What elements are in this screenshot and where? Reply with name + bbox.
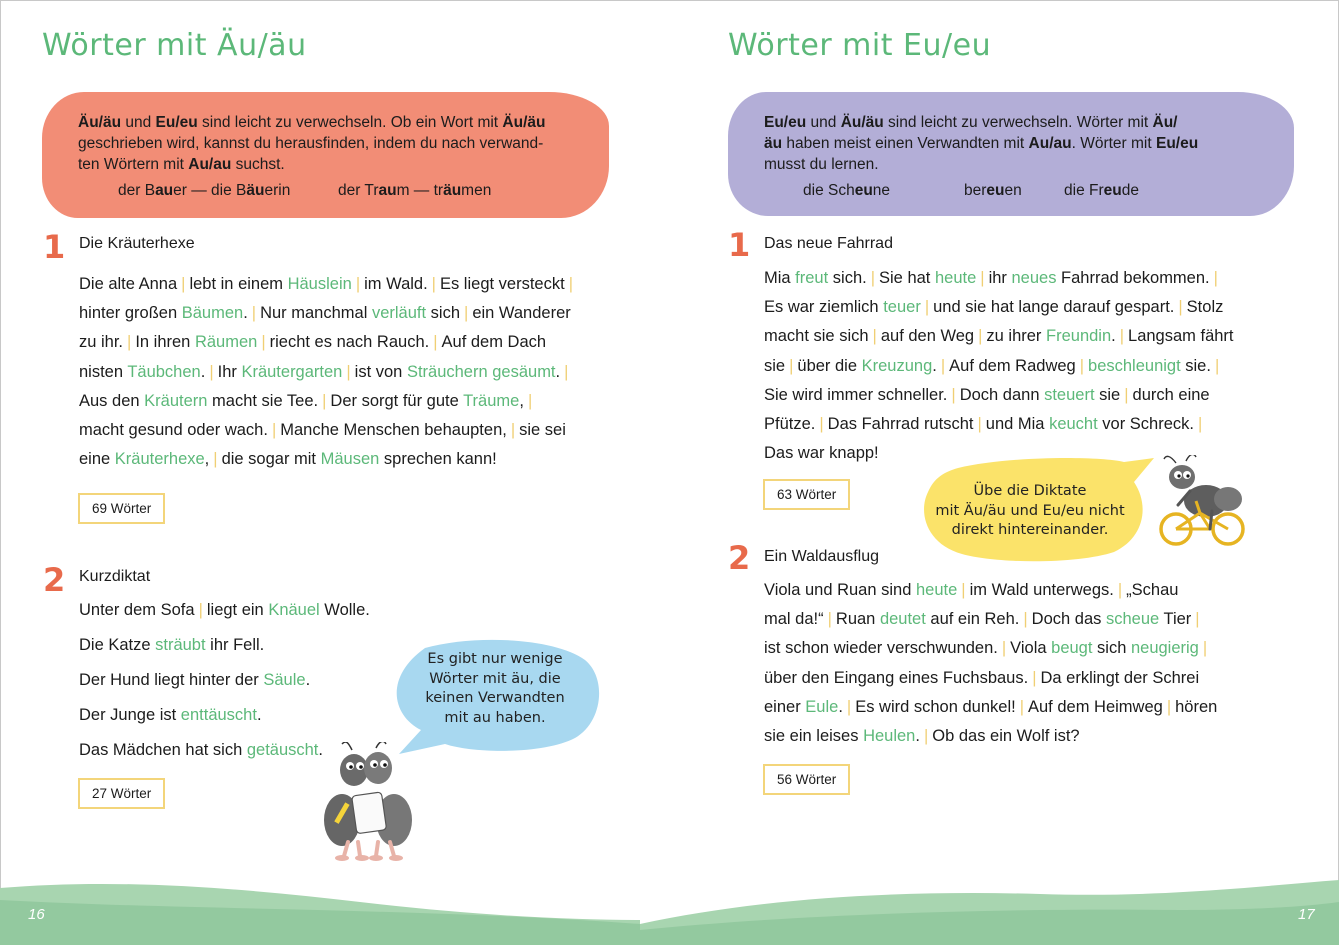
phrase-divider: | [1001,639,1007,658]
text-line: mal da!“ | Ruan deutet auf ein Reh. | Doch das scheue Tier | [764,605,1217,634]
bold-text: eu [1103,182,1122,199]
right-exercise-2-text [764,576,1217,751]
phrase-divider: | [1119,327,1125,346]
left-exercise-2-word-count: 27 Wörter [78,778,165,809]
phrase-divider: | [527,391,533,410]
left-exercise-2-number: 2 [43,561,66,599]
phrase-divider: | [1079,356,1085,375]
highlighted-word: Sträuchern gesäumt [406,362,556,381]
phrase-divider: | [213,450,218,469]
highlighted-word: scheue [1105,610,1160,629]
highlighted-word: deutet [879,610,926,629]
highlighted-word: getäuscht [246,741,319,759]
highlighted-word: teuer [883,298,921,317]
bold-text: Eu/eu [1155,135,1199,152]
text-line: Der Hund liegt hinter der Säule. [79,671,311,689]
highlighted-word: Häuslein [287,275,352,293]
phrase-divider: | [431,275,436,293]
highlighted-word: enttäuscht [180,706,257,724]
phrase-divider: | [923,727,929,746]
highlighted-word: Heulen [863,727,916,746]
bold-text: Äu/äu [78,114,122,131]
text-line: zu ihr. | In ihren Räumen | riecht es nach Rauch. | Auf dem Dach [79,333,547,352]
bold-text: Eu/eu [764,114,807,131]
phrase-divider: | [261,333,266,352]
bold-text: äu [246,182,265,199]
phrase-divider: | [978,327,983,346]
right-exercise-2-number: 2 [728,539,751,577]
phrase-divider: | [827,610,832,629]
phrase-divider: | [846,697,852,716]
phrase-divider: | [819,415,824,434]
phrase-divider: | [872,327,877,346]
text-line: hinter großen Bäumen. | Nur manchmal verläuft sich | ein Wanderer [79,304,571,323]
text-line: sie ein leises Heulen. | Ob das ein Wolf ist? [764,727,1080,746]
phrase-divider: | [1197,415,1203,434]
right-page-number: 17 [1298,906,1315,923]
bold-text: Eu/eu [155,114,198,131]
bold-text: äu [443,182,462,199]
ant-on-bicycle-illustration [1156,455,1248,549]
phrase-divider: | [1019,697,1024,716]
right-rule-text: Eu/eu und Äu/äu sind leicht zu verwechseln. Wörter mit Äu/ äu haben meist einen Verwandten mit Au/au. Wörter mit Eu/eu musst du lernen. [764,114,1199,173]
left-rule-box [42,92,609,218]
left-example-1: der Bauer — die Bäuerin [118,182,291,199]
highlighted-word: keucht [1049,415,1098,434]
left-exercise-1-text [79,270,577,474]
highlighted-word: Eule [805,697,839,716]
left-page-title: Wörter mit Äu/äu [42,28,307,63]
text-line: Unter dem Sofa | liegt ein Knäuel Wolle. [79,601,370,619]
left-exercise-1-word-count: 69 Wörter [78,493,165,524]
bold-text: eu [986,182,1005,199]
phrase-divider: | [271,421,277,440]
phrase-divider: | [1166,697,1172,716]
highlighted-word: Mäusen [320,450,380,469]
bold-text: Äu/äu [502,114,546,131]
right-exercise-2-word-count: 56 Wörter [763,764,850,795]
phrase-divider: | [980,269,985,287]
text-line: Das war knapp! [764,444,879,463]
highlighted-word: beugt [1051,639,1093,658]
left-example-2: der Traum — träumen [338,182,492,199]
phrase-divider: | [1195,610,1200,629]
highlighted-word: Bäumen [181,304,244,323]
text-line: über den Eingang eines Fuchsbaus. | Da erklingt der Schrei [764,668,1200,687]
text-line: Viola und Ruan sind heute | im Wald unterwegs. | „Schau [764,581,1179,599]
phrase-divider: | [1213,269,1218,287]
highlighted-word: neues [1011,269,1057,287]
text-line: Mia freut sich. | Sie hat heute | ihr neues Fahrrad bekommen. | [764,264,1234,293]
phrase-divider: | [510,421,516,440]
text-line: eine Kräuterhexe, | die sogar mit Mäusen sprechen kann! [79,450,497,469]
left-bubble-text: Es gibt nur wenige Wörter mit äu, die keinen Verwandten mit au haben. [425,651,565,726]
bold-text: Au/au [188,156,232,173]
text-line: Die alte Anna | lebt in einem Häuslein | im Wald. | Es liegt versteckt | [79,270,577,299]
highlighted-word: Kräuterhexe [114,450,205,469]
text-line: Aus den Kräutern macht sie Tee. | Der sorgt für gute Träume, | [79,387,577,416]
phrase-divider: | [1178,298,1183,317]
highlighted-word: Kräutern [144,391,208,410]
highlighted-word: steuert [1044,385,1095,404]
text-line: ist schon wieder verschwunden. | Viola beugt sich neugierig | [764,634,1217,663]
phrase-divider: | [564,362,569,381]
left-page-number: 16 [28,906,45,923]
right-exercise-1-title: Das neue Fahrrad [764,235,893,252]
phrase-divider: | [1214,356,1220,375]
phrase-divider: | [433,333,438,352]
highlighted-word: Träume [463,391,520,410]
highlighted-word: Räumen [194,333,258,352]
right-example-3: die Freude [1064,182,1139,199]
phrase-divider: | [346,362,351,381]
text-line: macht gesund oder wach. | Manche Menschen behaupten, | sie sei [79,421,566,440]
text-line: Sie wird immer schneller. | Doch dann steuert sie | durch eine [764,385,1210,404]
text-line: einer Eule. | Es wird schon dunkel! | Auf dem Heimweg | hören [764,697,1218,716]
phrase-divider: | [209,362,214,381]
left-exercise-1-title: Die Kräuterhexe [79,235,195,252]
bold-text: eu [854,182,873,199]
phrase-divider: | [181,275,186,293]
right-rule-box [728,92,1294,216]
right-exercise-2-title: Ein Waldausflug [764,548,880,565]
phrase-divider: | [789,356,794,375]
right-bubble-text: Übe die Diktate mit Äu/äu und Eu/eu nicht direkt hintereinander. [935,483,1125,538]
highlighted-word: Kreuzung [861,356,933,375]
text-line: sie | über die Kreuzung. | Auf dem Radweg | beschleunigt sie. | [764,352,1234,381]
right-exercise-1-word-count: 63 Wörter [763,479,850,510]
left-exercise-1-number: 1 [43,228,66,266]
text-line: Es war ziemlich teuer | und sie hat lange darauf gespart. | Stolz [764,298,1224,317]
phrase-divider: | [1023,610,1028,629]
phrase-divider: | [924,298,930,317]
phrase-divider: | [961,581,966,599]
phrase-divider: | [322,391,327,410]
highlighted-word: Kräutergarten [241,362,343,381]
bold-text: Äu/ äu [764,114,1178,152]
phrase-divider: | [251,304,257,323]
right-exercise-1-text [764,264,1234,468]
text-line: Pfütze. | Das Fahrrad rutscht | und Mia keucht vor Schreck. | [764,410,1234,439]
highlighted-word: Freundin [1046,327,1112,346]
highlighted-word: Knäuel [268,601,320,619]
text-line: nisten Täubchen. | Ihr Kräutergarten | ist von Sträuchern gesäumt. | [79,358,577,387]
phrase-divider: | [951,385,956,404]
right-example-2: bereuen [964,182,1022,199]
phrase-divider: | [464,304,469,323]
highlighted-word: freut [795,269,829,287]
highlighted-word: heute [915,581,958,599]
phrase-divider: | [127,333,132,352]
text-line: Der Junge ist enttäuscht. [79,706,262,724]
highlighted-word: Säule [263,671,306,689]
phrase-divider: | [940,356,946,375]
right-exercise-1-number: 1 [728,226,751,264]
bold-text: au [155,182,174,199]
phrase-divider: | [1117,581,1123,599]
phrase-divider: | [355,275,361,293]
bold-text: Au/au [1028,135,1072,152]
bold-text: au [378,182,397,199]
phrase-divider: | [568,275,573,293]
highlighted-word: neugierig [1130,639,1199,658]
text-line: Das Mädchen hat sich getäuscht. [79,741,323,759]
two-ants-reading-illustration [318,742,418,864]
right-page-title: Wörter mit Eu/eu [728,28,992,63]
highlighted-word: verläuft [371,304,427,323]
text-line: Die Katze sträubt ihr Fell. [79,636,265,654]
left-rule-text: Äu/äu und Eu/eu sind leicht zu verwechseln. Ob ein Wort mit Äu/äu geschrieben wird, kannst du herausfinden, indem du nach verwand- ten Wörtern mit Au/au suchst. [78,114,546,173]
highlighted-word: Täubchen [127,362,201,381]
phrase-divider: | [977,415,982,434]
phrase-divider: | [1202,639,1208,658]
bold-text: Äu/äu [840,114,884,131]
highlighted-word: beschleunigt [1088,356,1181,375]
phrase-divider: | [1124,385,1129,404]
right-example-1: die Scheune [803,182,891,199]
highlighted-word: sträubt [155,636,206,654]
left-exercise-2-title: Kurzdiktat [79,568,151,585]
phrase-divider: | [198,601,203,619]
footer-waves [0,880,1339,945]
phrase-divider: | [1032,668,1037,687]
text-line: macht sie sich | auf den Weg | zu ihrer Freundin. | Langsam fährt [764,327,1234,346]
phrase-divider: | [870,269,876,287]
highlighted-word: heute [934,269,977,287]
